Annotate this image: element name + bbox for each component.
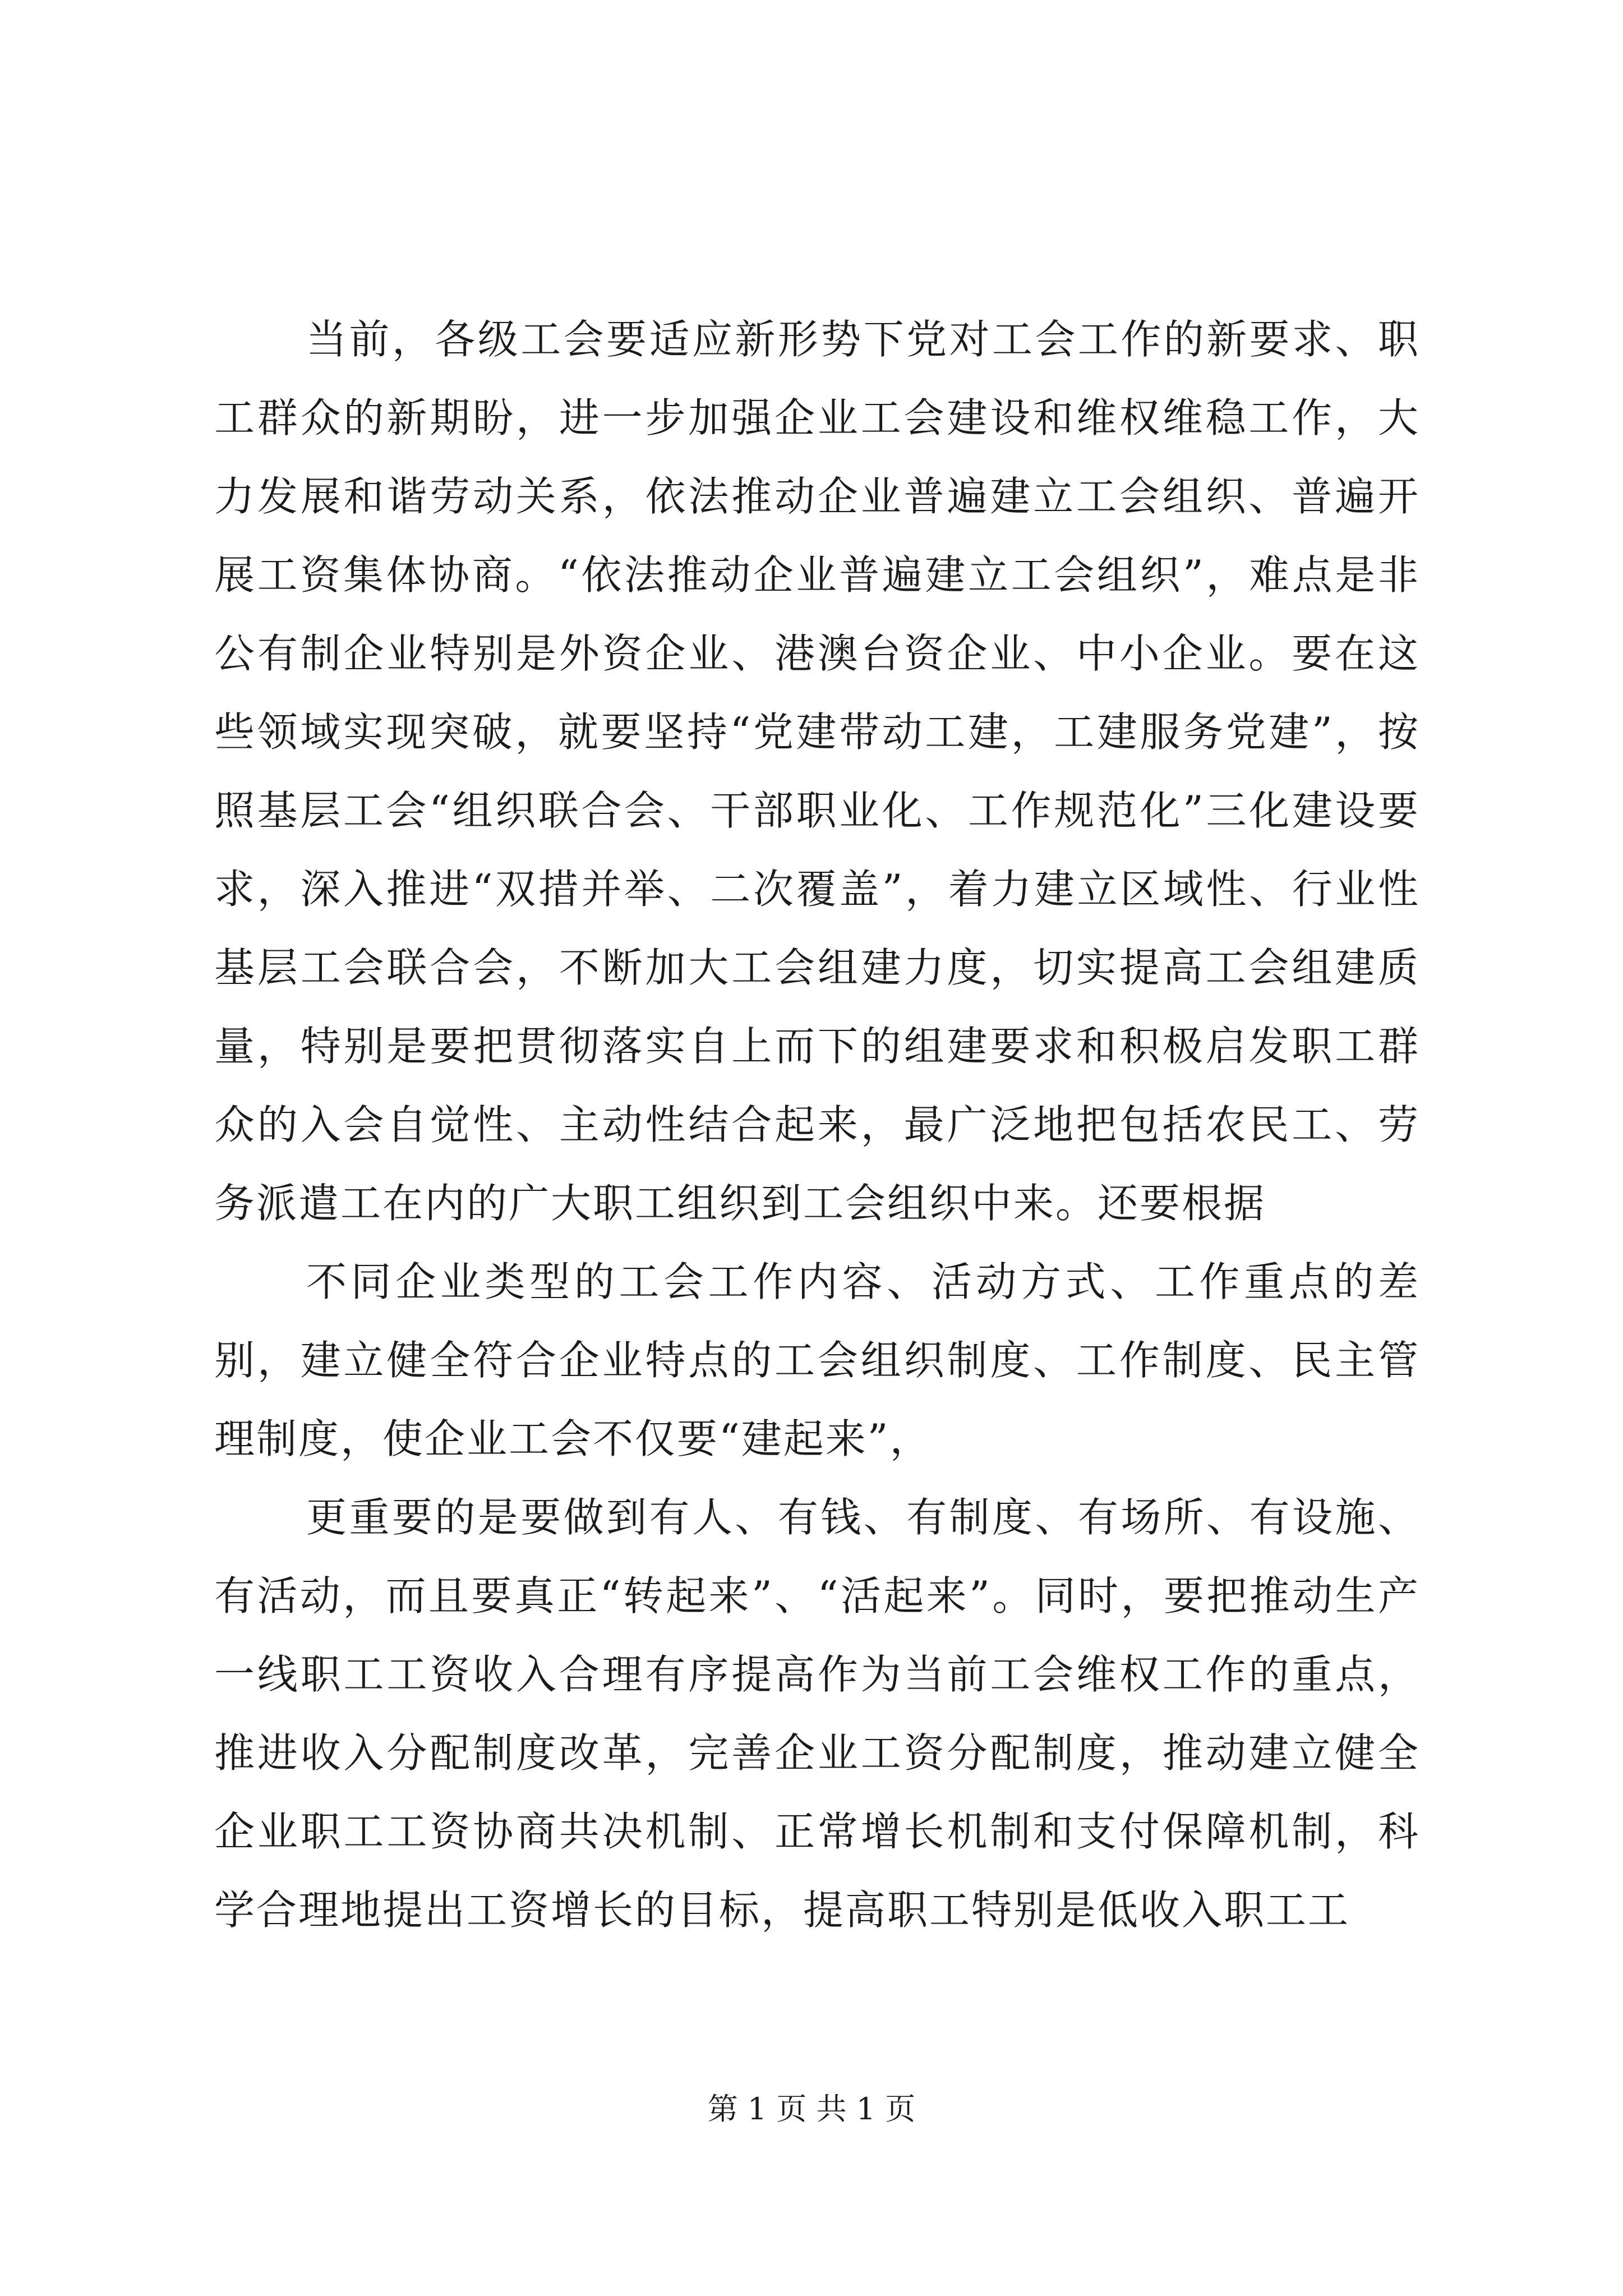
- page-footer: 第 1 页 共 1 页: [707, 2091, 916, 2127]
- paragraph-3: 更重要的是要做到有人、有钱、有制度、有场所、有设施、有活动，而且要真正“转起来”、“活起来”。同时，要把推动生产一线职工工资收入合理有序提高作为当前工会维权工作的重点，推进收入分配制度改革，完善企业工资分配制度，推动建立健全企业职工工资协商共决机制、正常增长机制和支付保障机制，科学合理地提出工资增长的目标，提高职工特别是低收入职工工: [214, 1494, 1420, 1934]
- paragraph-2: 不同企业类型的工会工作内容、活动方式、工作重点的差别，建立健全符合企业特点的工会组织制度、工作制度、民主管理制度，使企业工会不仅要“建起来”，: [214, 1258, 1420, 1462]
- body-text: [214, 300, 1420, 1949]
- paragraph-1: 当前，各级工会要适应新形势下党对工会工作的新要求、职工群众的新期盼，进一步加强企业工会建设和维权维稳工作，大力发展和谐劳动关系，依法推动企业普遍建立工会组织、普遍开展工资集体协商。“依法推动企业普遍建立工会组织”，难点是非公有制企业特别是外资企业、港澳台资企业、中小企业。要在这些领域实现突破，就要坚持“党建带动工建，工建服务党建”，按照基层工会“组织联合会、干部职业化、工作规范化”三化建设要求，深入推进“双措并举、二次覆盖”，着力建立区域性、行业性基层工会联合会，不断加大工会组建力度，切实提高工会组建质量，特别是要把贯彻落实自上而下的组建要求和积极启发职工群众的入会自觉性、主动性结合起来，最广泛地把包括农民工、劳务派遣工在内的广大职工组织到工会组织中来。还要根据: [214, 316, 1420, 1227]
